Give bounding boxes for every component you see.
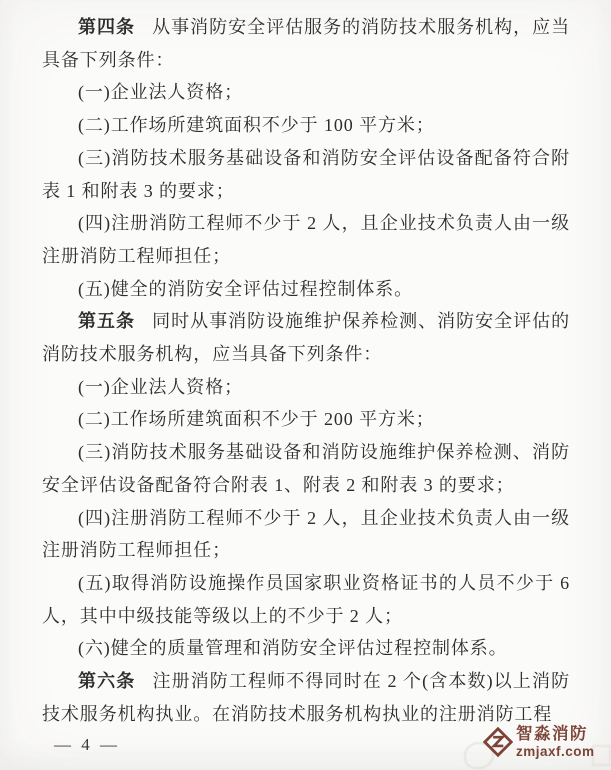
document-body [42,11,570,730]
article-label: 第五条 [78,311,135,332]
paragraph [42,11,570,76]
brand-logo-icon [483,726,513,758]
paragraph-text: (二)工作场所建筑面积不少于 100 平方米； [78,115,435,136]
paragraph-text: (三)消防技术服务基础设备和消防设施维护保养检测、消防安全评估设备配备符合附表 1、附表 2 和附表 3 的要求； [42,442,570,495]
paragraph [42,502,570,567]
brand-watermark [483,726,595,758]
article-label: 第四条 [78,17,135,37]
paragraph [42,567,570,632]
paragraph-text: (三)消防技术服务基础设备和消防安全评估设备配备符合附表 1 和附表 3 的要求； [42,147,570,201]
paragraph [42,305,570,370]
paragraph [42,632,570,665]
paragraph [42,403,570,436]
paragraph [42,76,570,109]
brand-domain: zmjaxf.com [516,743,595,759]
paragraph [42,207,570,272]
paragraph-text: (二)工作场所建筑面积不少于 200 平方米； [78,409,435,430]
paragraph-text: (五)健全的消防安全评估过程控制体系。 [78,278,414,299]
page-number: — 4 — [54,735,120,754]
paragraph-text: (五)取得消防设施操作员国家职业资格证书的人员不少于 6 人，其中中级技能等级以上的不少于 2 人； [42,572,570,626]
paragraph-text: (一)企业法人资格； [78,376,243,397]
paragraph [42,273,570,306]
brand-text [516,726,595,758]
paragraph [42,665,570,730]
paragraph-text: (四)注册消防工程师不少于 2 人，且企业技术负责人由一级注册消防工程师担任； [42,507,570,561]
paragraph-text: 同时从事消防设施维护保养检测、消防安全评估的消防技术服务机构，应当具备下列条件： [42,311,570,365]
paragraph [42,371,570,404]
brand-name: 智淼消防 [516,725,588,743]
article-label: 第六条 [78,671,136,692]
paragraph-text: (六)健全的质量管理和消防安全评估过程控制体系。 [78,638,508,659]
paragraph-text: (一)企业法人资格； [78,82,243,103]
paragraph-text: (四)注册消防工程师不少于 2 人，且企业技术负责人由一级注册消防工程师担任； [42,213,570,266]
paragraph [42,109,570,142]
paragraph-text: 注册消防工程师不得同时在 2 个(含本数)以上消防技术服务机构执业。在消防技术服务机构执业的注册消防工程 [42,671,570,724]
paragraph-text: 从事消防安全评估服务的消防技术服务机构，应当具备下列条件： [42,17,570,70]
faint-stamp-mark [592,745,611,766]
paragraph [42,436,570,501]
paragraph [42,142,570,207]
